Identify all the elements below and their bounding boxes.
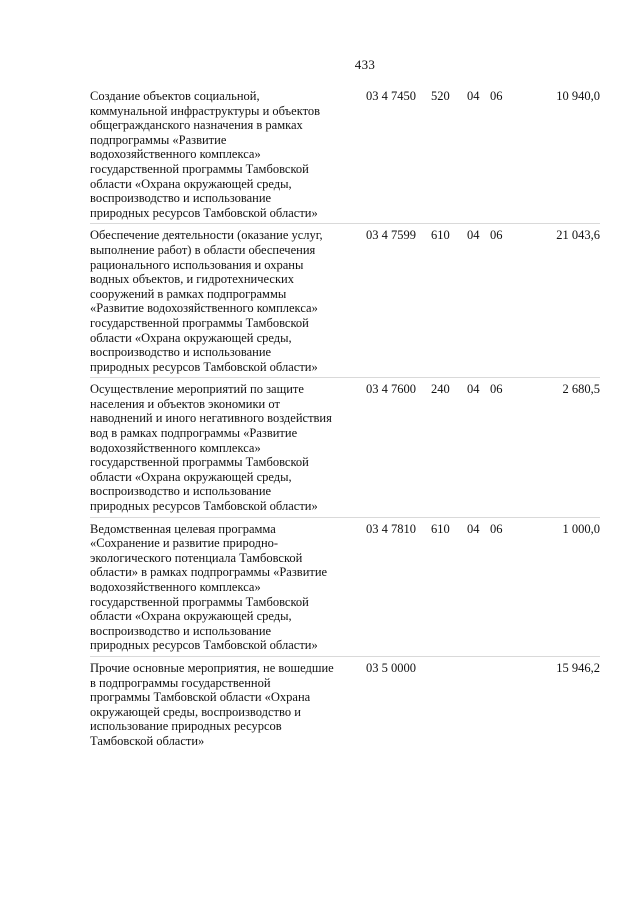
section-code: 04 [467,228,480,243]
subsection-code: 06 [490,382,503,397]
expense-type-code: 610 [431,228,450,243]
budget-table [90,89,600,756]
table-row [90,522,600,657]
row-description: Обеспечение деятельности (оказание услуг, выполнение работ) в области обеспечения рационального использования и охраны водных объектов, и гидротехнических сооружений в рамках подпрограммы «Развитие водохозяйственного комплекса» государственной программы Тамбовской области «Охрана окружающей среды, воспроизводство и использование природных ресурсов Тамбовской области» [90,228,323,374]
amount: 15 946,2 [556,660,600,675]
row-description: Создание объектов социальной, коммунальной инфраструктуры и объектов общегражданского назначения в рамках подпрограммы «Развитие водохозяйственного комплекса» государственной программы Тамбовской области «Охрана окружающей среды, воспроизводство и использование природных ресурсов Тамбовской области» [90,89,321,220]
row-description: Осуществление мероприятий по защите населения и объектов экономики от наводнений и иного негативного воздействия вод в рамках подпрограммы «Развитие водохозяйственного комплекса» государственной программы Тамбовской области «Охрана окружающей среды, воспроизводство и использование природных ресурсов Тамбовской области» [90,382,332,514]
table-row [90,382,600,517]
target-code: 03 4 7599 [366,228,416,243]
table-row [90,228,600,378]
table-row [90,661,600,752]
expense-type-code: 610 [431,521,450,536]
subsection-code: 06 [490,228,503,243]
row-description: Ведомственная целевая программа «Сохранение и развитие природно- экологического потенциала Тамбовской области» в рамках подпрограммы «Развитие водохозяйственного комплекса» государственной программы Тамбовской области «Охрана окружающей среды, воспроизводство и использование природных ресурсов Тамбовской области» [90,521,328,653]
expense-type-code: 240 [431,382,450,397]
target-code: 03 5 0000 [366,660,416,675]
target-code: 03 4 7600 [366,382,416,397]
table-row [90,89,600,224]
subsection-code: 06 [490,521,503,536]
expense-type-code: 520 [431,89,450,103]
amount: 10 940,0 [556,89,600,103]
page-number: 433 [354,57,376,72]
target-code: 03 4 7810 [366,521,416,536]
section-code: 04 [467,382,480,397]
row-description: Прочие основные мероприятия, не вошедшие в подпрограммы государственной программы Тамбовской области «Охрана окружающей среды, воспроизводство и использование природных ресурсов Тамбовской области» [90,660,334,748]
subsection-code: 06 [490,89,503,103]
amount: 21 043,6 [556,228,600,243]
amount: 1 000,0 [562,521,600,536]
target-code: 03 4 7450 [366,89,416,103]
section-code: 04 [467,89,480,103]
amount: 2 680,5 [562,382,600,397]
section-code: 04 [467,521,480,536]
